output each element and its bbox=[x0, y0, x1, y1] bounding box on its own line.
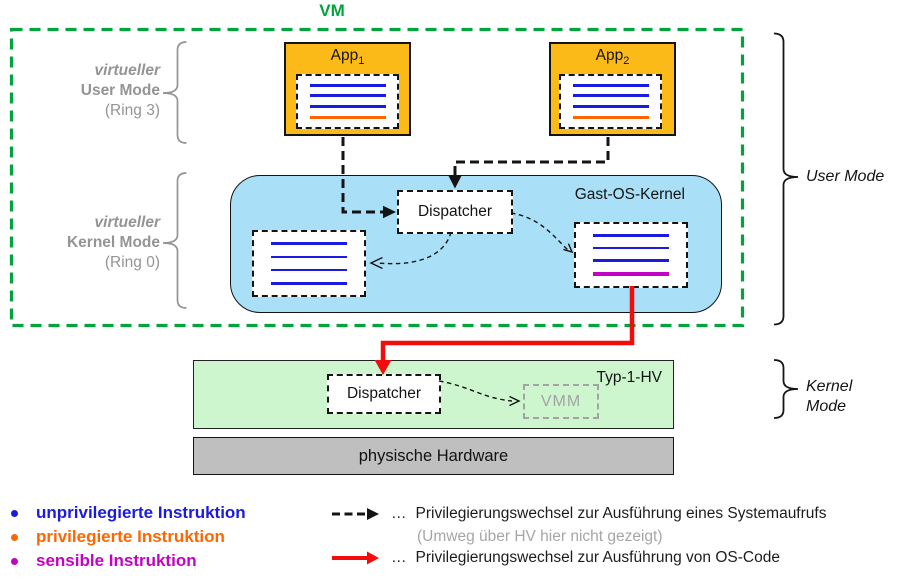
red-arrow-icon bbox=[331, 551, 379, 565]
bullet-icon bbox=[11, 534, 18, 541]
app1-code-block bbox=[296, 74, 399, 129]
legend-item-unprivileged bbox=[8, 501, 246, 525]
syscall-arrow-app2 bbox=[455, 137, 608, 176]
hv-dispatcher-label: Dispatcher bbox=[346, 385, 422, 402]
legend-flow-syscall-note: (Umweg über HV hier nicht gezeigt) bbox=[417, 528, 663, 545]
privileged-instruction-line bbox=[310, 116, 386, 119]
unprivileged-instruction-line bbox=[310, 94, 386, 97]
left-brace-kernel-mode bbox=[163, 173, 187, 308]
unprivileged-instruction-line bbox=[593, 234, 669, 237]
virtual-kernel-mode-emph: virtueller bbox=[94, 214, 160, 231]
virtual-user-mode-text: User Mode bbox=[80, 82, 160, 99]
unprivileged-instruction-line bbox=[593, 259, 669, 262]
unprivileged-instruction-line bbox=[573, 84, 649, 87]
unprivileged-instruction-line bbox=[271, 242, 347, 245]
app1-name: App bbox=[330, 47, 359, 64]
guest-os-kernel-title: Gast-OS-Kernel bbox=[574, 186, 685, 203]
instruction-legend bbox=[8, 501, 246, 573]
unprivileged-instruction-line bbox=[573, 94, 649, 97]
legend-item-sensitive bbox=[8, 549, 246, 573]
user-mode-label: User Mode bbox=[806, 168, 885, 185]
app2-name: App bbox=[595, 47, 624, 64]
vmm-label: VMM bbox=[540, 392, 582, 410]
unprivileged-instruction-line bbox=[271, 256, 347, 259]
virtual-user-mode-label bbox=[20, 61, 160, 121]
hv-dispatcher-box bbox=[327, 374, 441, 414]
legend-flow-syscall bbox=[331, 505, 826, 523]
kernel-mode-label: Kernel Mode bbox=[806, 378, 853, 415]
legend-flow-syscall-text: Privilegierungswechsel zur Ausführung eines Systemaufrufs bbox=[415, 505, 827, 522]
unprivileged-instruction-line bbox=[593, 247, 669, 250]
kernel-code-block-right bbox=[574, 222, 688, 288]
virtual-user-mode-emph: virtueller bbox=[94, 62, 160, 79]
sensitive-instruction-line bbox=[593, 272, 669, 276]
app2-code-block bbox=[559, 74, 662, 129]
ellipsis: … bbox=[391, 505, 407, 522]
guest-dispatcher-box bbox=[397, 190, 513, 234]
virtual-kernel-mode-text: Kernel Mode bbox=[66, 234, 160, 251]
virtual-user-mode-ring: (Ring 3) bbox=[104, 102, 160, 119]
legend-flow-oscode bbox=[331, 549, 780, 567]
unprivileged-instruction-line bbox=[271, 282, 347, 285]
app1-subscript: 1 bbox=[358, 55, 365, 68]
right-brace-user-mode bbox=[774, 34, 798, 325]
vm-label: VM bbox=[319, 1, 345, 20]
kernel-code-block-left bbox=[252, 230, 366, 297]
left-brace-user-mode bbox=[163, 42, 187, 143]
legend-flow-oscode-text: Privilegierungswechsel zur Ausführung von OS-Code bbox=[415, 549, 780, 566]
unprivileged-instruction-line bbox=[310, 84, 386, 87]
legend-privileged-label: privilegierte Instruktion bbox=[36, 527, 225, 546]
virtual-kernel-mode-label bbox=[20, 213, 160, 273]
bullet-icon bbox=[11, 510, 18, 517]
app2-title bbox=[551, 47, 674, 67]
vmm-box bbox=[523, 384, 599, 419]
privileged-instruction-line bbox=[573, 116, 649, 119]
right-brace-kernel-mode bbox=[774, 360, 798, 418]
ellipsis: … bbox=[391, 549, 407, 566]
guest-dispatcher-label: Dispatcher bbox=[417, 203, 493, 220]
app2-subscript: 2 bbox=[623, 55, 630, 68]
legend-item-privileged bbox=[8, 525, 246, 549]
bullet-icon bbox=[11, 558, 18, 565]
legend-sensitive-label: sensible Instruktion bbox=[36, 551, 197, 570]
physical-hardware-box bbox=[193, 437, 674, 475]
dashed-arrow-icon bbox=[331, 507, 379, 521]
type1-hypervisor-title: Typ-1-HV bbox=[596, 369, 662, 386]
unprivileged-instruction-line bbox=[271, 269, 347, 272]
unprivileged-instruction-line bbox=[310, 105, 386, 108]
app1-title bbox=[286, 47, 409, 67]
physical-hardware-label: physische Hardware bbox=[358, 446, 509, 465]
unprivileged-instruction-line bbox=[573, 105, 649, 108]
legend-unprivileged-label: unprivilegierte Instruktion bbox=[36, 503, 246, 522]
virtual-kernel-mode-ring: (Ring 0) bbox=[104, 254, 160, 271]
